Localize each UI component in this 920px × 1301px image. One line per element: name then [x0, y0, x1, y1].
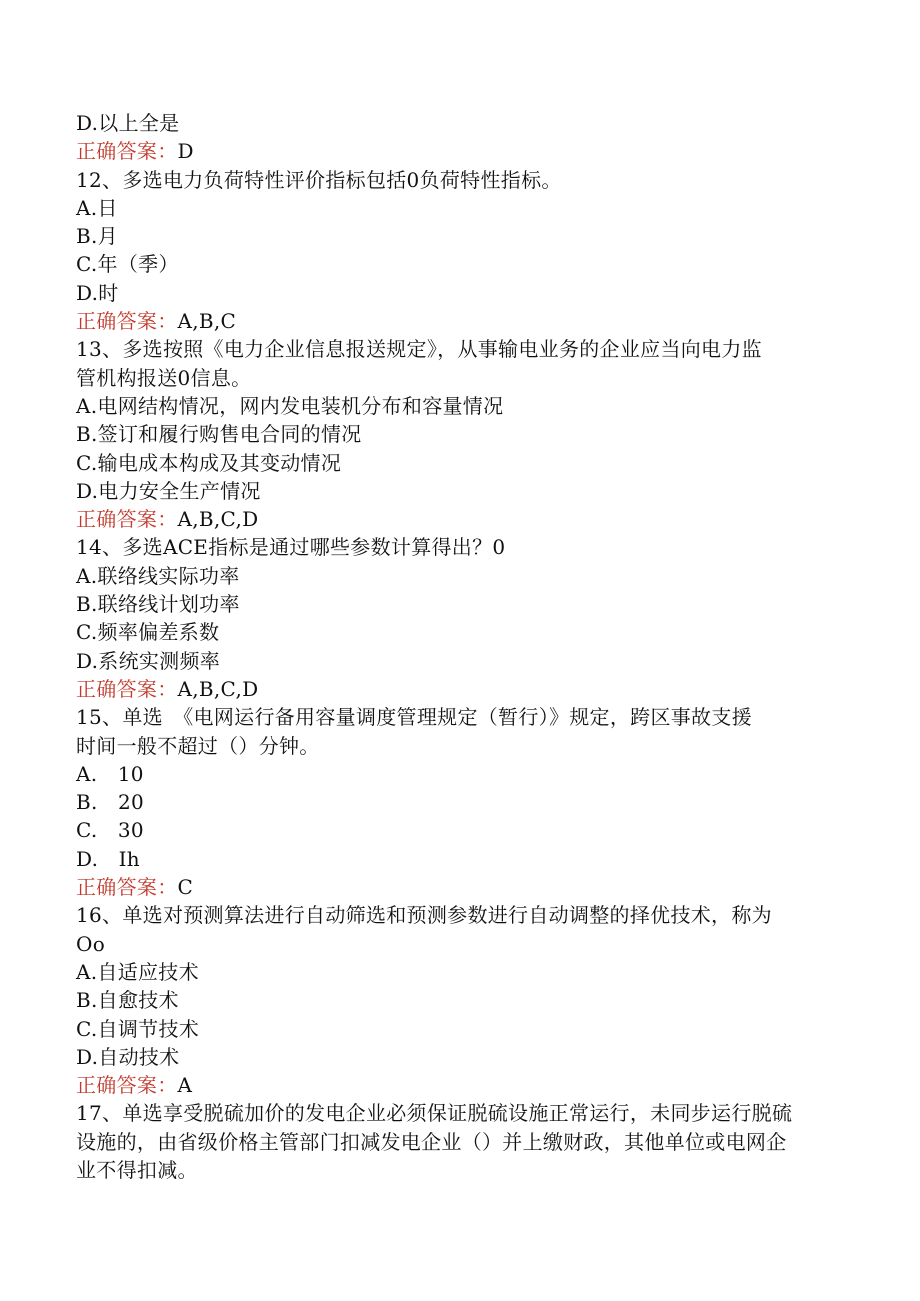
question-text: 12、多选电力负荷特性评价指标包括0负荷特性指标。: [76, 167, 562, 192]
option-text: D. Ih: [76, 846, 140, 871]
answer-label: 正确答案：: [76, 875, 178, 900]
question-text: 13、多选按照《电力企业信息报送规定》，从事输电业务的企业应当向电力监: [76, 337, 762, 362]
option-text: C.输电成本构成及其变动情况: [76, 450, 342, 475]
option-text: A.联络线实际功率: [76, 563, 240, 588]
option-text: B.自愈技术: [76, 988, 179, 1013]
answer-value: A,B,C,D: [177, 676, 259, 701]
option-text: B.月: [76, 224, 118, 249]
question-text: 14、多选ACE指标是通过哪些参数计算得出？0: [76, 535, 506, 560]
answer-line: [76, 873, 846, 901]
answer-label: 正确答案：: [76, 139, 178, 164]
answer-value: A,B,C: [177, 309, 237, 334]
question-text: 时间一般不超过（）分钟。: [76, 733, 320, 758]
question-text: 17、单选享受脱硫加价的发电企业必须保证脱硫设施正常运行，未同步运行脱硫: [76, 1101, 793, 1126]
answer-label: 正确答案：: [76, 309, 178, 334]
answer-value: C: [177, 875, 194, 900]
document-page: [76, 109, 846, 1184]
option-text: D.以上全是: [76, 111, 180, 135]
question-text: 15、单选 《电网运行备用容量调度管理规定（暂行）》规定，跨区事故支援: [76, 705, 752, 730]
answer-label: 正确答案：: [76, 676, 178, 701]
answer-line: [76, 137, 846, 165]
answer-line: [76, 307, 846, 335]
option-text: C. 30: [76, 818, 144, 843]
option-text: B. 20: [76, 790, 145, 815]
option-text: B.签订和履行购售电合同的情况: [76, 422, 362, 447]
question-text: Oo: [76, 931, 106, 956]
option-text: D.电力安全生产情况: [76, 478, 261, 503]
option-text: D.时: [76, 280, 119, 305]
question-text: 16、单选对预测算法进行自动筛选和预测参数进行自动调整的择优技术，称为: [76, 903, 772, 928]
question-text: 设施的，由省级价格主管部门扣减发电企业（）并上缴财政，其他单位或电网企: [76, 1129, 787, 1154]
answer-label: 正确答案：: [76, 507, 178, 532]
option-text: C.频率偏差系数: [76, 620, 220, 645]
option-text: B.联络线计划功率: [76, 592, 240, 617]
answer-label: 正确答案：: [76, 1073, 178, 1098]
answer-line: [76, 505, 846, 533]
answer-line: [76, 675, 846, 703]
answer-value: A,B,C,D: [177, 507, 259, 532]
answer-line: [76, 1071, 846, 1099]
question-text: 业不得扣减。: [76, 1157, 198, 1182]
option-text: D.自动技术: [76, 1044, 180, 1069]
answer-value: A: [177, 1073, 193, 1098]
option-text: D.系统实测频率: [76, 648, 221, 673]
option-text: C.自调节技术: [76, 1016, 200, 1041]
option-text: A.自适应技术: [76, 959, 199, 984]
option-text: C.年（季）: [76, 252, 179, 277]
question-text: 管机构报送0信息。: [76, 365, 252, 390]
option-text: A.电网结构情况，网内发电装机分布和容量情况: [76, 393, 504, 418]
answer-value: D: [177, 139, 194, 164]
option-text: A. 10: [76, 761, 144, 786]
option-text: A.日: [76, 195, 118, 220]
